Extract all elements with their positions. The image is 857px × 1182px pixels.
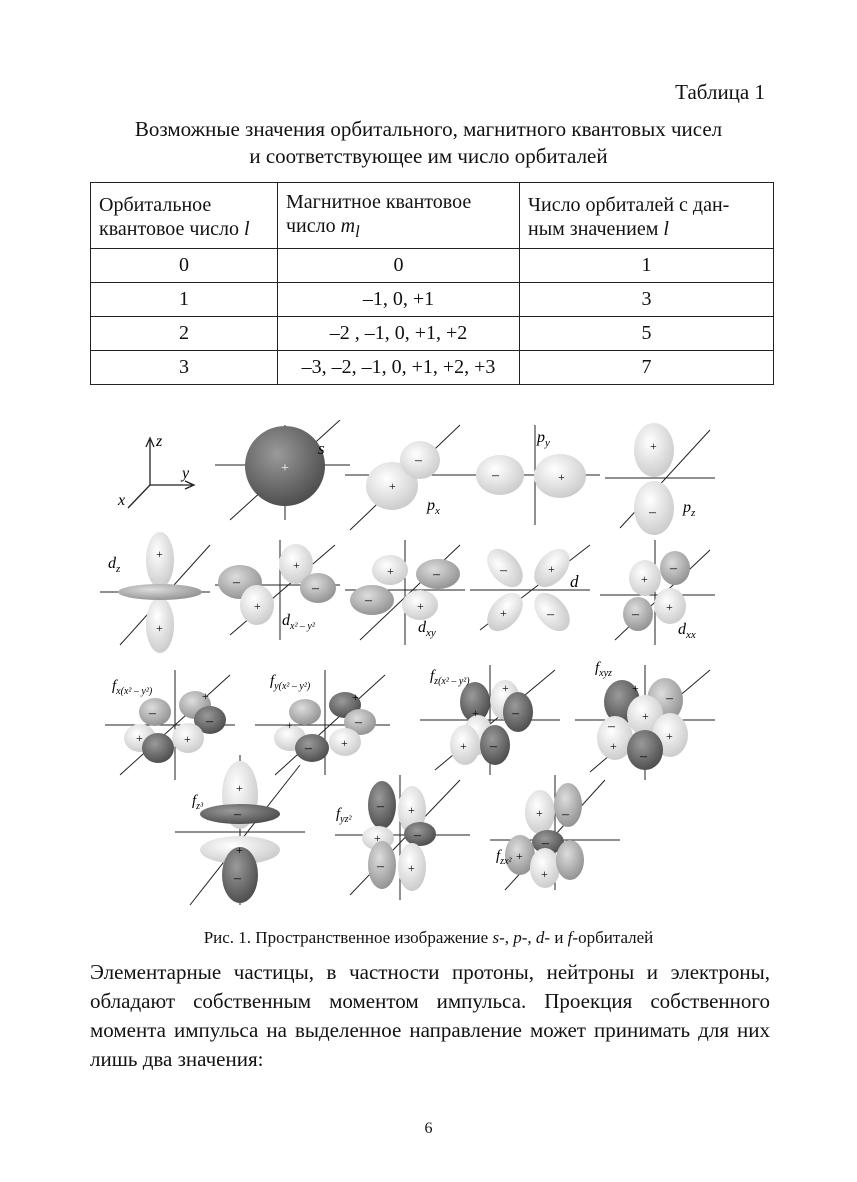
plus-sign: + bbox=[408, 861, 415, 875]
minus-sign: – bbox=[632, 607, 639, 622]
dxy-label: $d_{xy}$ bbox=[418, 619, 436, 639]
dz2-label: $d_z$ bbox=[108, 555, 121, 575]
table-row bbox=[91, 351, 774, 385]
px-orbital bbox=[345, 425, 475, 530]
fzx2-label: $f_{zx^2}$ bbox=[496, 848, 512, 867]
dxx-label: $d_{xx}$ bbox=[678, 621, 696, 641]
plus-sign: + bbox=[236, 781, 243, 795]
header-orbital-count: Число орбиталей с дан- ным значением l bbox=[520, 183, 774, 249]
table-row bbox=[91, 249, 774, 283]
plus-sign: + bbox=[641, 572, 648, 586]
fz3-orbital bbox=[175, 755, 305, 905]
minus-sign: – bbox=[547, 607, 554, 622]
minus-sign: – bbox=[234, 807, 241, 822]
axis-x-label: x bbox=[118, 492, 126, 509]
minus-sign: – bbox=[666, 691, 673, 706]
plus-sign: + bbox=[293, 558, 300, 572]
plus-sign: + bbox=[541, 867, 548, 881]
plus-sign: + bbox=[610, 739, 617, 753]
cell-count: 7 bbox=[520, 351, 774, 385]
plus-sign: + bbox=[460, 739, 467, 753]
pz-label: $p_z$ bbox=[683, 499, 696, 519]
cell-l: 2 bbox=[91, 317, 278, 351]
minus-sign: – bbox=[377, 799, 384, 814]
quantum-numbers-table bbox=[90, 182, 774, 385]
table-title bbox=[0, 116, 857, 170]
fx-label: $f_{x(x^2 - y^2)}$ bbox=[112, 678, 153, 697]
dxy-orbital bbox=[345, 540, 465, 645]
px-label: $p_x$ bbox=[427, 497, 440, 517]
plus-sign: + bbox=[202, 689, 209, 703]
fxyz-label: $f_{xyz}$ bbox=[595, 660, 612, 679]
plus-sign: + bbox=[408, 803, 415, 817]
plus-sign: + bbox=[650, 439, 657, 453]
cell-count: 5 bbox=[520, 317, 774, 351]
fyz2-label: $f_{yz^2}$ bbox=[336, 806, 352, 825]
minus-sign: – bbox=[512, 706, 519, 721]
header-orbital-number: Орбитальное квантовое число l bbox=[91, 183, 278, 249]
fzx2-orbital bbox=[490, 775, 620, 890]
plus-sign: + bbox=[236, 843, 243, 857]
fyz2-orbital bbox=[335, 775, 470, 900]
plus-sign: + bbox=[558, 470, 565, 484]
plus-sign: + bbox=[281, 461, 289, 476]
axis-y-label: y bbox=[182, 465, 190, 482]
plus-sign: + bbox=[642, 709, 649, 723]
plus-sign: + bbox=[389, 479, 396, 493]
minus-sign: – bbox=[415, 453, 422, 468]
plus-sign: + bbox=[548, 562, 555, 576]
minus-sign: – bbox=[305, 741, 312, 756]
plus-sign: + bbox=[374, 831, 381, 845]
figure-caption: Рис. 1. Пространственное изображение s-, p-, d- и f-орбиталей bbox=[203, 928, 654, 947]
minus-sign: – bbox=[365, 593, 372, 608]
dx2y2-orbital bbox=[215, 540, 340, 640]
cell-l: 3 bbox=[91, 351, 278, 385]
plus-sign: + bbox=[632, 681, 639, 695]
s-orbital bbox=[215, 420, 350, 520]
pz-orbital bbox=[605, 423, 715, 535]
minus-sign: – bbox=[233, 575, 240, 590]
plus-sign: + bbox=[536, 806, 543, 820]
plus-sign: + bbox=[184, 732, 191, 746]
plus-sign: + bbox=[156, 547, 163, 561]
plus-sign: + bbox=[472, 706, 479, 720]
dxx-orbital bbox=[600, 540, 715, 645]
plus-sign: + bbox=[286, 718, 293, 732]
fy-label: $f_{y(x^2 - y^2)}$ bbox=[270, 673, 311, 692]
minus-sign: – bbox=[312, 581, 319, 596]
plus-sign: + bbox=[502, 681, 509, 695]
dz2-orbital bbox=[100, 532, 210, 653]
plus-sign: + bbox=[352, 690, 359, 704]
minus-sign: – bbox=[640, 749, 647, 764]
plus-sign: + bbox=[516, 849, 523, 863]
cell-ml: –3, –2, –1, 0, +1, +2, +3 bbox=[278, 351, 520, 385]
fy-orbital bbox=[255, 670, 390, 775]
page-number: 6 bbox=[424, 1120, 433, 1137]
orbitals-figure bbox=[100, 420, 720, 920]
plus-sign: + bbox=[500, 606, 507, 620]
cell-count: 3 bbox=[520, 283, 774, 317]
cell-l: 0 bbox=[91, 249, 278, 283]
table-title-line1: Возможные значения орбитального, магнитного квантовых чисел bbox=[134, 117, 723, 141]
minus-sign: – bbox=[234, 871, 241, 886]
plus-sign: + bbox=[341, 736, 348, 750]
dx2y2-label: $d_{x^2 - y^2}$ bbox=[282, 612, 315, 632]
minus-sign: – bbox=[492, 468, 499, 483]
d-label: d bbox=[570, 572, 579, 591]
plus-sign: + bbox=[666, 729, 673, 743]
fx-orbital bbox=[105, 670, 235, 780]
minus-sign: – bbox=[433, 567, 440, 582]
minus-sign: – bbox=[542, 836, 549, 851]
minus-sign: – bbox=[355, 715, 362, 730]
minus-sign: – bbox=[149, 706, 156, 721]
plus-sign: + bbox=[156, 621, 163, 635]
cell-ml: –2 , –1, 0, +1, +2 bbox=[278, 317, 520, 351]
plus-sign: + bbox=[136, 731, 143, 745]
fz-label: $f_{z(x^2 - y^2)}$ bbox=[430, 668, 470, 687]
py-label: $p_y$ bbox=[537, 429, 550, 449]
plus-sign: + bbox=[417, 599, 424, 613]
minus-sign: – bbox=[500, 563, 507, 578]
s-label: s bbox=[318, 439, 325, 458]
table-header-row bbox=[91, 183, 774, 249]
minus-sign: – bbox=[608, 719, 615, 734]
table-row bbox=[91, 317, 774, 351]
fz-orbital bbox=[420, 665, 560, 775]
plus-sign: + bbox=[666, 600, 673, 614]
d-orbital bbox=[470, 542, 590, 638]
plus-sign: + bbox=[387, 564, 394, 578]
cell-l: 1 bbox=[91, 283, 278, 317]
minus-sign: – bbox=[377, 859, 384, 874]
table-label: Таблица 1 bbox=[675, 80, 765, 104]
plus-sign: + bbox=[254, 599, 261, 613]
cell-ml: 0 bbox=[278, 249, 520, 283]
cell-ml: –1, 0, +1 bbox=[278, 283, 520, 317]
minus-sign: – bbox=[670, 561, 677, 576]
header-magnetic-number: Магнитное квантовое число $m_l$ bbox=[278, 183, 520, 249]
fz3-label: $f_{z^3}$ bbox=[192, 793, 204, 812]
minus-sign: – bbox=[649, 505, 656, 520]
body-paragraph: Элементарные частицы, в частности протоны, нейтроны и электроны, обладают собственным моментом импульса. Проекция собственного момента импульса на выделенное направление может принимать для них лишь два значения: bbox=[90, 960, 770, 1071]
py-orbital bbox=[470, 425, 600, 525]
fxyz-orbital bbox=[575, 660, 715, 780]
table-title-line2: и соответствующее им число орбиталей bbox=[249, 144, 608, 168]
cell-count: 1 bbox=[520, 249, 774, 283]
minus-sign: – bbox=[414, 828, 421, 843]
minus-sign: – bbox=[206, 714, 213, 729]
minus-sign: – bbox=[562, 807, 569, 822]
axis-z-label: z bbox=[156, 433, 163, 450]
table-row bbox=[91, 283, 774, 317]
minus-sign: – bbox=[490, 739, 497, 754]
